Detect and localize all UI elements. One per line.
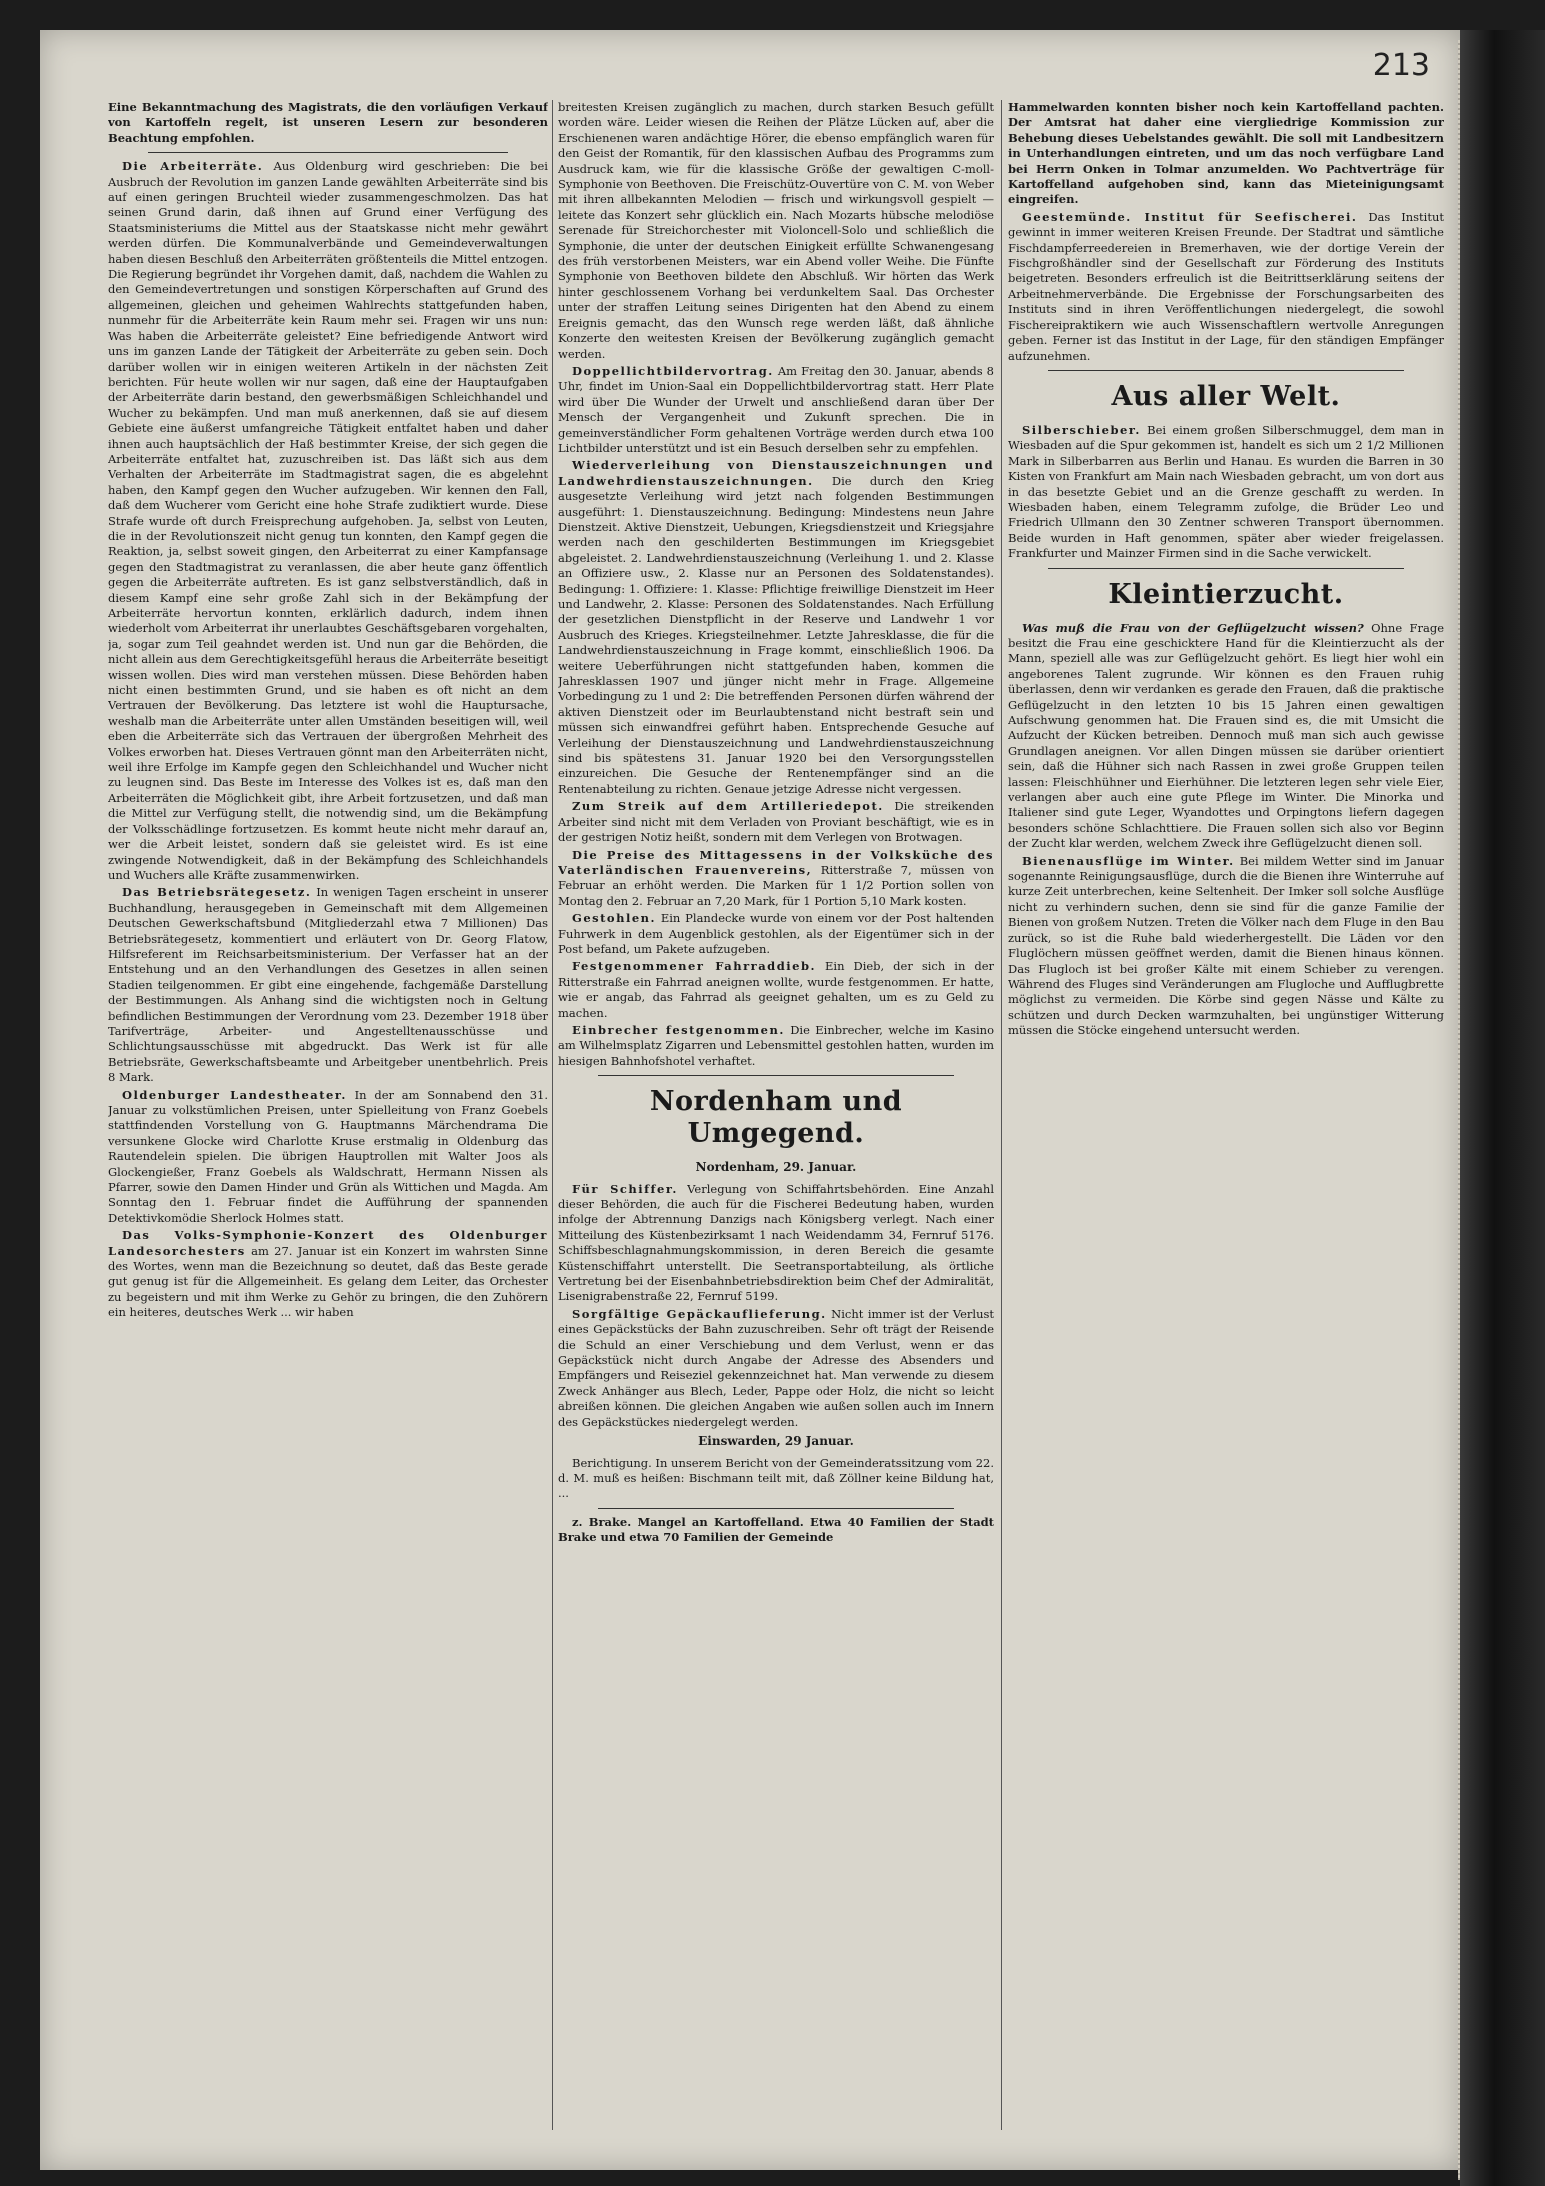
- divider: [148, 152, 508, 153]
- article-title: Silberschieber.: [1022, 422, 1141, 437]
- article-body: Ohne Frage besitzt die Frau eine geschicktere Hand für die Kleintierzucht als der Mann, speziell alle was zur Geflügelzucht gehört. Es liegt hier wohl ein angeborenes Talent zugrunde. Wir können es den Frauen ruhig überlassen, denn wir verdanken es gerade den Frauen, daß die praktische Geflügelzucht in den letzten 10 bis 15 Jahren einen gewaltigen Aufschwung genommen hat. Die Frauen sind es, die mit Umsicht die Aufzucht der Kücken betreiben. Dennoch muß man sich auch gewisse Grundlagen aneignen. Vor allen Dingen müssen sie darüber orientiert sein, daß die Hühner sich nach Rassen in zwei große Gruppen teilen lassen: Fleischhühner und Eierhühner. Die letzteren legen sehr viele Eier, verlangen aber auch eine gute Pflege im Winter. Die Minorka und Italiener sind gute Leger, Wyandottes und Orpingtons liefern dagegen besonders schöne Schlachttiere. Die Frauen sollen sich also vor Beginn der Zucht klar werden, welchem Zweck ihre Geflügelzucht dienen soll.: [1008, 620, 1444, 851]
- article-body: Aus Oldenburg wird geschrieben: Die bei Ausbruch der Revolution im ganzen Lande gewählten Arbeiterräte sind bis auf einen geringen Bruchteil wieder zusammengeschmolzen. Das hat seinen Grund darin, daß ihnen auf Grund einer Verfügung des Staatsministeriums die Mittel aus der Staatskasse nicht mehr gewährt werden dürfen. Die Kommunalverbände und Gemeindeverwaltungen haben diesen Beschluß den Arbeiterräten größtenteils die Mittel entzogen. Die Regierung begründet ihr Vorgehen damit, daß, nachdem die Wahlen zu den Gemeindevertretungen und sonstigen Körperschaften auf Grund des allgemeinen, gleichen und geheimen Wahlrechts stattgefunden haben, nunmehr für die Arbeiterräte kein Raum mehr sei. Fragen wir uns nun: Was haben die Arbeiterräte geleistet? Eine befriedigende Antwort wird uns im ganzen Lande der Tätigkeit der Arbeiterräte zu geben sein. Doch darüber wollen wir in einigen weiteren Artikeln in der nächsten Zeit berichten. Für heute wollen wir nur sagen, daß eine der Hauptaufgaben der Arbeiterräte darin bestand, den gewerbsmäßigen Schleichhandel und Wucher zu bekämpfen. Und man muß anerkennen, daß sie auf diesem Gebiete eine äußerst umfangreiche Tätigkeit entfaltet haben und daher ihnen auch hauptsächlich der Haß bestimmter Kreise, der sich gegen die Arbeiterräte entfaltet hat, zuzuschreiben ist. Das läßt sich aus dem Verhalten der Arbeiterräte im Stadtmagistrat sagen, die es abgelehnt haben, den Kampf gegen den Wucher aufzugeben. Wir kennen den Fall, daß dem Wucherer vom Gericht eine hohe Strafe zudiktiert wurde. Diese Strafe wurde oft durch Freisprechung aufgehoben. Ja, selbst von Leuten, die in der Revolutionszeit nicht genug tun konnten, den Kampf gegen die Reaktion, ja, selbst soweit gingen, den Arbeiterrat zu einer Kampfansage gegen den Stadtmagistrat zu veranlassen, die aber heute ganz öffentlich gegen die Arbeiterräte auftreten. Es ist ganz selbstverständlich, daß in diesem Kampf eine sehr große Zahl sich in der Bekämpfung der Arbeiterräte hervortun konnten, erklärlich dadurch, indem ihnen wiederholt vom Arbeiterrat ihr unerlaubtes Geschäftsgebaren vorgehalten, ja, sogar zum Teil geahndet werden ist. Und nun gar die Behörden, die nicht allein aus dem Gerechtigkeitsgefühl heraus die Arbeiterräte beseitigt wissen wollen. Dies wird man verstehen müssen. Diese Behörden haben nicht einen bestimmten Grund, und sie haben es oft nicht an dem Vertrauen der Bevölkerung. Das letztere ist wohl die Hauptursache, weshalb man die Arbeiterräte unter allen Umständen beseitigen will, weil eben die Arbeiterräte sich das Vertrauen der übergroßen Mehrheit des Volkes erworben hat. Dieses Vertrauen gönnt man den Arbeiterräten nicht, weil ihre Erfolge im Kampfe gegen den Schleichhandel und Wucher nicht zu leugnen sind. Das Beste im Interesse des Volkes ist es, daß man den Arbeiterräten die Möglichkeit gibt, ihre Arbeit fortzusetzen, und daß man die Mittel zur Verfügung stellt, die notwendig sind, um die Bekämpfung der Volksschädlinge fortzusetzen. Es kommt heute nicht mehr darauf an, wer die Arbeit leistet, sondern daß sie geleistet wird. Es ist eine zwingende Notwendigkeit, daß in der Bekämpfung des Schleichhandels und Wuchers alle Kräfte zusammenwirken.: [108, 159, 548, 882]
- column-rule: [552, 100, 553, 2130]
- article-arbeiterraete: [108, 159, 548, 883]
- article-title: Die Preise des Mittagessens in der Volksküche des Vaterländischen Frauenvereins,: [558, 847, 994, 877]
- article-title: Wiederverleihung von Dienstauszeichnungen und Landwehrdienstauszeichnungen.: [558, 458, 994, 488]
- article-berichtigung: Berichtigung. In unserem Bericht von der Gemeinderatssitzung vom 22. d. M. muß es heißen: Bischmann teilt mit, daß Zöllner keine Bildung hat, ...: [558, 1455, 994, 1501]
- article-body: Nicht immer ist der Verlust eines Gepäckstücks der Bahn zuzuschreiben. Sehr oft trägt der Reisende die Schuld an einer Verschiebung und dem Verlust, wenn er das Gepäckstück nicht durch Angabe der Adresse des Absenders und Empfängers und Reiseziel gekennzeichnet hat. Man verwende zu diesem Zweck Anhänger aus Blech, Leder, Pappe oder Holz, die nicht so leicht abreißen können. Die gleichen Angaben wie außen sollen auch im Innern des Gepäckstückes niedergelegt werden.: [558, 1306, 994, 1429]
- article-konzert-cont: breitesten Kreisen zugänglich zu machen, durch starken Besuch gefüllt worden wäre. Leider wiesen die Reihen der Plätze Lücken auf, aber die Erschienenen waren andächtige Hörer, die ebenso empfänglich waren für den Geist der Romantik, für den klassischen Aufbau des Programms zum Ausdruck kam, wie für die klassische Größe der gewaltigen C-moll-Symphonie von Beethoven. Die Freischütz-Ouvertüre von C. M. von Weber mit ihren allbekannten Melodien — frisch und wirkungsvoll gespielt — leitete das Konzert sehr glücklich ein. Nach Mozarts hübsche melodiöse Serenade für Streichorchester mit Violoncell-Solo und schließlich die Symphonie, die unter der deutschen Einigkeit erfüllte Schwanengesang des früh verstorbenen Meisters, war ein Abend voller Weihe. Die Fünfte Symphonie von Beethoven bildete den Abschluß. Wir hörten das Werk hinter geschlossenem Vorhang bei verdunkeltem Saal. Das Orchester unter der straffen Leitung seines Dirigenten hat den Abend zu einem Ereignis gemacht, das den Wunsch rege werden läßt, daß ähnliche Konzerte den weitesten Kreisen der Bevölkerung zugänglich gemacht werden.: [558, 100, 994, 361]
- lead-notice: Eine Bekanntmachung des Magistrats, die den vorläufigen Verkauf von Kartoffeln regelt, ist unseren Lesern zur besonderen Beachtung empfohlen.: [108, 100, 548, 145]
- divider: [598, 1075, 954, 1076]
- article-dienst: [558, 458, 994, 797]
- article-title: Geestemünde. Institut für Seefischerei.: [1022, 209, 1358, 224]
- article-einbrecher: [558, 1023, 994, 1069]
- article-title: Die Arbeiterräte.: [122, 159, 264, 174]
- book-binding: [1460, 30, 1545, 2186]
- article-title: Sorgfältige Gepäckauflieferung.: [572, 1306, 827, 1321]
- article-title: Das Volks-Symphonie-Konzert des Oldenburger Landesorchesters: [108, 1228, 548, 1258]
- article-title: Festgenommener Fahrraddieb.: [572, 959, 816, 974]
- article-gestohlen: [558, 911, 994, 957]
- article-geestemuende: [1008, 210, 1444, 364]
- article-kleintier: [1008, 621, 1444, 852]
- article-bienen: [1008, 854, 1444, 1039]
- article-brake: z. Brake. Mangel an Kartoffelland. Etwa 40 Familien der Stadt Brake und etwa 70 Familien der Gemeinde: [558, 1514, 994, 1545]
- article-schiffer: [558, 1182, 994, 1305]
- article-body: Die streikenden Arbeiter sind nicht mit dem Verladen von Proviant beschäftigt, wie es in der gestrigen Notiz heißt, sondern mit dem Verlegen von Brotwagen.: [558, 799, 994, 845]
- article-body: Ritterstraße 7, müssen von Februar an erhöht werden. Die Marken für 1 1/2 Portion sollen von Montag den 2. Februar an 7,20 Mark, für 1 Portion 5,10 Mark kosten.: [558, 862, 994, 908]
- column-1: [108, 100, 548, 2140]
- article-body: Bei mildem Wetter sind im Januar sogenannte Reinigungsausflüge, durch die die Bienen ihre Winterruhe auf kurze Zeit unterbrechen, keine Seltenheit. Der Imker soll solche Ausflüge nicht zu verhindern suchen, denn sie sind für die ganze Familie der Bienen von großem Nutzen. Treten die Völker nach dem Fluge in den Bau zurück, so ist die Ruhe bald wiederhergestellt. Die Läden vor den Fluglöchern müssen geöffnet werden, damit die Bienen hinaus können. Das Flugloch ist bei großer Kälte mit einem Schieber zu verengen. Während des Fluges sind Veränderungen am Flugloche und Aufflugbrette möglichst zu vermeiden. Die Körbe sind gegen Nässe und Kälte zu schützen und durch Decken warmzuhalten, bei ungünstiger Witterung müssen die Stöcke eingehend untersucht werden.: [1008, 853, 1444, 1038]
- article-title: Das Betriebsrätegesetz.: [122, 885, 312, 900]
- article-theater: [108, 1088, 548, 1227]
- section-heading-nordenham: Nordenham und Umgegend.: [649, 1086, 903, 1150]
- article-body: Ein Plandecke wurde von einem vor der Post haltenden Fuhrwerk in dem Augenblick gestohlen, als der Eigentümer sich in der Post befand, um Pakete aufzugeben.: [558, 911, 994, 956]
- divider: [598, 1508, 954, 1509]
- article-body: Bei einem großen Silberschmuggel, dem man in Wiesbaden auf die Spur gekommen ist, handelt es sich um 2 1/2 Millionen Mark in Silberbarren aus Berlin und Hanau. Es wurden die Barren in 30 Kisten von Frankfurt am Main nach Wiesbaden gebracht, um von dort aus in das besetzte Gebiet und an die Grenze geschafft zu werden. In Wiesbaden haben, einem Telegramm zufolge, die Brüder Leo und Friedrich Ullmann den 30 Zentner schweren Transport übernommen. Beide wurden in Haft genommen, später aber wieder freigelassen. Frankfurter und Mainzer Firmen sind in die Sache verwickelt.: [1008, 422, 1444, 561]
- article-title: Oldenburger Landestheater.: [122, 1087, 347, 1102]
- article-streik: [558, 799, 994, 845]
- article-hammelwarden: Hammelwarden konnten bisher noch kein Kartoffelland pachten. Der Amtsrat hat daher eine viergliedrige Kommission zur Behebung dieses Uebelstandes gewählt. Die soll mit Landbesitzern in Unterhandlungen eintreten, und um das noch verfügbare Land bei Herrn Onken in Tolmar anzumelden. Wo Pachtverträge für Kartoffelland aufgehoben sind, kann das Mieteinigungsamt eingreifen.: [1008, 100, 1444, 207]
- column-3: [1008, 100, 1444, 2140]
- article-body: Die Einbrecher, welche im Kasino am Wilhelmsplatz Zigarren und Lebensmittel gestohlen hatten, wurden im hiesigen Bahnhofshotel verhaftet.: [558, 1022, 994, 1068]
- article-title: Zum Streik auf dem Artilleriedepot.: [572, 799, 884, 814]
- article-body: Verlegung von Schiffahrtsbehörden. Eine Anzahl dieser Behörden, die auch für die Fischerei Bedeutung haben, wurden infolge der Abtrennung Danzigs nach Königsberg verlegt. Nach einer Mitteilung des Küstenbezirksamt 1 nach Weidendamm 34, Fernruf 5176. Schiffsbeschlagnahmungskommission, in deren Bereich die gesamte Küstenschiffahrt unterstellt. Die Seetransportabteilung, als örtliche Vertretung bei der Eisenbahnbetriebsdirektion beim Chef der Admiralität, Lisenigrabenstraße 22, Fernruf 5199.: [558, 1181, 994, 1304]
- article-title: Einbrecher festgenommen.: [572, 1022, 785, 1037]
- article-body: In der am Sonnabend den 31. Januar zu volkstümlichen Preisen, unter Spielleitung von Franz Goebels stattfindenden Vorstellung von G. Hauptmanns Märchendrama Die versunkene Glocke wird Charlotte Kruse erstmalig in Oldenburg das Rautendelein spielen. Die übrigen Hauptrollen mit Walter Joos als Glockengießer, Franz Goebels als Waldschratt, Hermann Nissen als Pfarrer, sowie den Damen Hinder und Grün als Wittichen und Magda. Am Sonntag den 1. Februar findet die Aufführung der spannenden Detektivkomödie Sherlock Holmes statt.: [108, 1087, 548, 1225]
- article-body: Die durch den Krieg ausgesetzte Verleihung wird jetzt nach folgenden Bestimmungen ausgeführt: 1. Dienstauszeichnung. Bedingung: Mindestens neun Jahre Dienstzeit. Aktive Dienstzeit, Uebungen, Kriegsdienstzeit und Kriegsjahre werden nach den geschilderten Bestimmungen im Kriegsgebiet abgeleistet. 2. Landwehrdienstauszeichnung (Verleihung 1. und 2. Klasse an Offiziere usw., 2. Klasse nur an Personen des Soldatenstandes). Bedingung: 1. Offiziere: 1. Klasse: Pflichtige freiwillige Dienstzeit im Heer und Landwehr, 2. Klasse: Personen des Soldatenstandes. Nach Erfüllung der gesetzlichen Dienstpflicht in der Reserve und Landwehr 1 vor Ausbruch des Krieges. Kriegsteilnehmer. Letzte Jahresklasse, die für die Landwehrdienstauszeichnung in Frage kommt, einschließlich 1906. Da weitere Ueberführungen nicht stattgefunden haben, kommen die Jahresklassen 1907 und jünger nicht mehr in Frage. Allgemeine Vorbedingung zu 1 und 2: Die betreffenden Personen dürfen während der aktiven Dienstzeit oder im Beurlaubtenstand nicht bestraft sein und müssen sich einwandfrei geführt haben. Entsprechende Gesuche auf Verleihung der Dienstauszeichnung und Landwehrdienstauszeichnung sind bis spätestens 31. Januar 1920 bei den Versorgungsstellen einzureichen. Die Gesuche der Rentenempfänger sind an die Rentenabteilung zu richten. Genaue jetzige Adresse nicht vergessen.: [558, 473, 994, 796]
- dateline: Nordenham, 29. Januar.: [695, 1160, 857, 1175]
- article-betriebsraete: [108, 885, 548, 1085]
- article-title: Doppellichtbildervortrag.: [572, 363, 774, 378]
- article-vortrag: [558, 364, 994, 456]
- column-2: [558, 100, 994, 2140]
- article-gepaeck: [558, 1307, 994, 1430]
- article-silber: [1008, 423, 1444, 562]
- article-body: am 27. Januar ist ein Konzert im wahrsten Sinne des Wortes, wenn man die Bezeichnung so deutet, daß das Beste gerade gut genug ist für die Allgemeinheit. Es gelang dem Leiter, das Orchester zu begeistern und mit ihm Werke zu Gehör zu bringen, die den Zuhörern ein heiteres, deutsches Werk ... wir haben: [108, 1243, 548, 1320]
- article-body: Das Institut gewinnt in immer weiteren Kreisen Freunde. Der Stadtrat und sämtliche Fischdampferreedereien in Bremerhaven, wie der dortige Verein der Fischgroßhändler sind der Gesellschaft zur Förderung des Instituts beigetreten. Besonders erfreulich ist die Beitrittserklärung seitens der Arbeitnehmerverbände. Die Ergebnisse der Forschungsarbeiten des Instituts sind in ihren Veröffentlichungen niedergelegt, die sowohl Fischereipraktikern wie auch Wissenschaftlern wertvolle Anregungen geben. Ferner ist das Institut in der Lage, für den ständigen Empfänger aufzunehmen.: [1008, 209, 1444, 363]
- newspaper-page: [40, 30, 1460, 2170]
- section-heading-kleintierzucht: Kleintierzucht.: [1108, 578, 1344, 610]
- section-heading-aus-aller-welt: Aus aller Welt.: [1111, 380, 1341, 412]
- article-body: In wenigen Tagen erscheint in unserer Buchhandlung, herausgegeben in Gemeinschaft mit dem Allgemeinen Deutschen Gewerkschaftsbund (Mitgliederzahl etwa 7 Millionen) Das Betriebsrätegesetz, kommentiert und erläutert von Dr. Georg Flatow, Hilfsreferent im Reichsarbeitsministerium. Der Verfasser hat an der Entstehung und an den Verhandlungen des Gesetzes in allen seinen Stadien teilgenommen. Er gibt eine eingehende, fachgemäße Darstellung der Bestimmungen. Als Anhang sind die wichtigsten noch in Geltung befindlichen Bestimmungen der Verordnung vom 23. Dezember 1918 über Tarifverträge, Arbeiter- und Angestelltenausschüsse und Schlichtungsausschüsse mit abgedruckt. Das Werk ist für alle Betriebsräte, Gewerkschaftsbeamte und Arbeitgeber unentbehrlich. Preis 8 Mark.: [108, 885, 548, 1085]
- article-title: Was muß die Frau von der Geflügelzucht wissen?: [1022, 620, 1364, 635]
- article-title: Für Schiffer.: [572, 1181, 678, 1196]
- page-number: 213: [1372, 48, 1430, 83]
- article-essen: [558, 848, 994, 910]
- article-body: Ein Dieb, der sich in der Ritterstraße ein Fahrrad aneignen wollte, wurde festgenommen. Er hatte, wie er angab, das Fahrrad als geeignet gehalten, um es zu Geld zu machen.: [558, 959, 994, 1020]
- article-konzert: [108, 1228, 548, 1320]
- divider: [1048, 568, 1404, 569]
- article-title: Bienenausflüge im Winter.: [1022, 853, 1235, 868]
- divider: [1048, 370, 1404, 371]
- article-title: Gestohlen.: [572, 911, 657, 926]
- article-fahrrad: [558, 959, 994, 1021]
- dateline: Einswarden, 29 Januar.: [698, 1434, 854, 1449]
- column-rule: [1001, 100, 1002, 2130]
- article-body: Am Freitag den 30. Januar, abends 8 Uhr, findet im Union-Saal ein Doppellichtbildervortrag statt. Herr Plate wird über Die Wunder der Urwelt und anschließend daran über Der Mensch der Vergangenheit und Zukunft sprechen. Die in gemeinverständlicher Form gehaltenen Vorträge werden durch etwa 100 Lichtbilder unterstützt und ist ein Besuch derselben sehr zu empfehlen.: [558, 363, 994, 455]
